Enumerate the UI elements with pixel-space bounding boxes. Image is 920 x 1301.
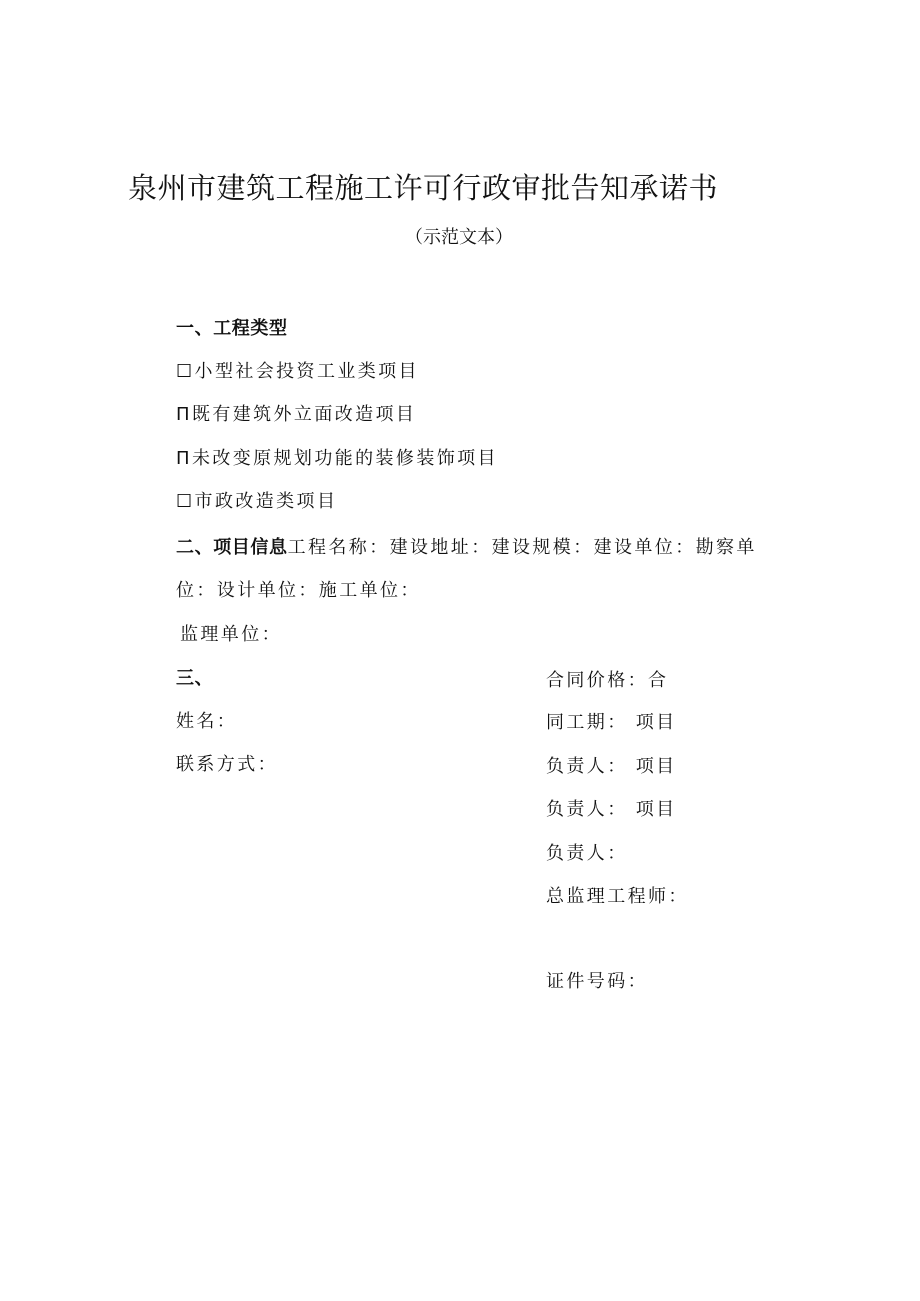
chief-supervisor-label: 总监理工程师：: [546, 886, 689, 907]
section-heading-three: 三、: [176, 668, 214, 689]
responsible-person-label-2: 负责人： 项目: [546, 799, 677, 820]
responsible-person-label-3: 负责人：: [546, 843, 628, 864]
option-label: 市政改造类项目: [194, 491, 338, 512]
contract-period-label: 同工期： 项目: [546, 712, 677, 733]
option-label: 未改变原规划功能的装修装饰项目: [191, 448, 498, 469]
responsible-person-label-1: 负责人： 项目: [546, 756, 677, 777]
option-facade-renovation: [176, 400, 416, 426]
contact-method-label: 联系方式：: [176, 754, 278, 775]
document-subtitle: （示范文本）: [405, 227, 513, 248]
option-label: 小型社会投资工业类项目: [194, 361, 419, 382]
checkbox-icon: Π: [176, 448, 192, 469]
project-info-line-3: 监理单位：: [180, 624, 282, 645]
option-municipal-renovation: [176, 487, 337, 513]
contact-name-label: 姓名：: [176, 711, 238, 732]
certificate-number-label: 证件号码：: [546, 971, 648, 992]
section-heading-project-type: 一、工程类型: [176, 318, 288, 339]
option-label: 既有建筑外立面改造项目: [191, 404, 417, 425]
contract-price-label: 合同价格：合: [546, 670, 669, 691]
option-small-industrial: [176, 357, 419, 383]
document-title: 泉州市建筑工程施工许可行政审批告知承诺书: [128, 171, 719, 205]
project-info-line-2: 位：设计单位：施工单位：: [176, 580, 421, 601]
project-info-fields: 工程名称：建设地址：建设规模：建设单位：勘察单: [287, 537, 757, 558]
checkbox-icon: ☐: [176, 361, 195, 382]
option-interior-decoration: [176, 444, 498, 470]
checkbox-icon: Π: [176, 404, 192, 425]
checkbox-icon: ☐: [176, 491, 195, 512]
section-heading-project-info: 二、项目信息: [176, 537, 288, 558]
project-info-line-1: [176, 533, 757, 559]
